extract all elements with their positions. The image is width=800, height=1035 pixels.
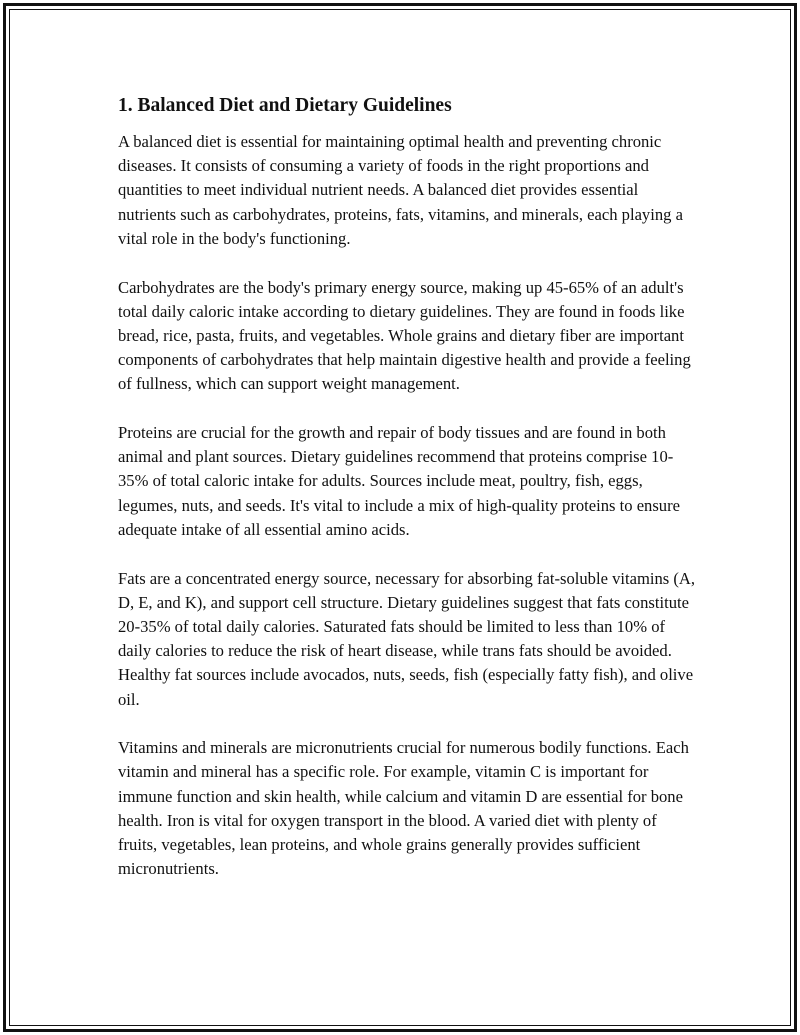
section-heading: 1. Balanced Diet and Dietary Guidelines bbox=[118, 95, 452, 116]
paragraph-balanced-diet: A balanced diet is essential for maintaining optimal health and preventing chronic diseases. It consists of consuming a variety of foods in the right proportions and quantities to meet individual nutrient needs. A balanced diet provides essential nutrients such as carbohydrates, proteins, fats, vitamins, and minerals, each playing a vital role in the body's functioning. bbox=[118, 132, 683, 248]
document-content bbox=[118, 94, 698, 906]
paragraph-fats: Fats are a concentrated energy source, necessary for absorbing fat-soluble vitamins (A, D, E, and K), and support cell structure. Dietary guidelines suggest that fats constitute 20-35% of total daily calories. Saturated fats should be limited to less than 10% of daily calories to reduce the risk of heart disease, while trans fats should be avoided. Healthy fat sources include avocados, nuts, seeds, fish (especially fatty fish), and olive oil. bbox=[118, 568, 696, 709]
paragraph-vitamins-minerals: Vitamins and minerals are micronutrients crucial for numerous bodily functions. Each vitamin and mineral has a specific role. For example, vitamin C is important for immune function and skin health, while calcium and vitamin D are essential for bone health. Iron is vital for oxygen transport in the blood. A varied diet with plenty of fruits, vegetables, lean proteins, and whole grains generally provides sufficient micronutrients. bbox=[118, 738, 689, 879]
paragraph-carbohydrates: Carbohydrates are the body's primary energy source, making up 45-65% of an adult's total daily caloric intake according to dietary guidelines. They are found in foods like bread, rice, pasta, fruits, and vegetables. Whole grains and dietary fiber are important components of carbohydrates that help maintain digestive health and provide a feeling of fullness, which can support weight management. bbox=[118, 277, 691, 394]
paragraph-proteins: Proteins are crucial for the growth and repair of body tissues and are found in both animal and plant sources. Dietary guidelines recommend that proteins comprise 10-35% of total caloric intake for adults. Sources include meat, poultry, fish, eggs, legumes, nuts, and seeds. It's vital to include a mix of high-quality proteins to ensure adequate intake of all essential amino acids. bbox=[118, 423, 680, 539]
